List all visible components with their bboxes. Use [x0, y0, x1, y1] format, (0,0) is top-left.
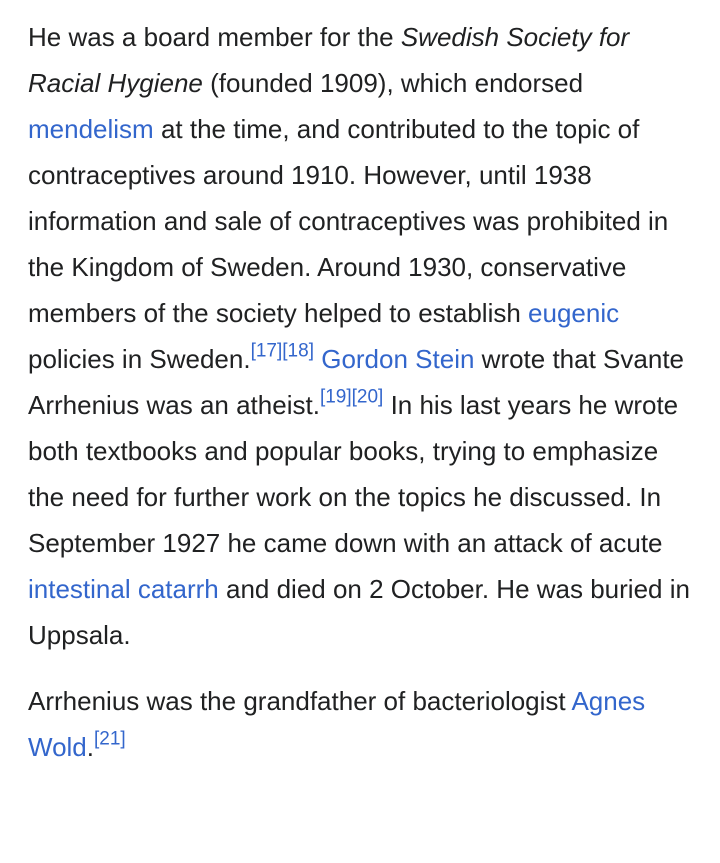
citation-link-20[interactable]: [20]: [351, 386, 384, 408]
text-segment: (founded 1909), which endorsed: [202, 68, 584, 98]
text-segment: wrote that Svante Arrhenius was an atheist.: [28, 344, 684, 420]
citation-link-18[interactable]: [18]: [282, 340, 314, 362]
text-segment: and died on 2 October. He was buried in Uppsala.: [28, 574, 690, 650]
text-segment: In his last years he wrote both textbooks and popular books, trying to emphasize the need for further work on the topics he discussed. In September 1927 he came down with an attack of acute: [28, 390, 679, 558]
text-segment: .: [86, 732, 95, 762]
citation-link-17[interactable]: [17]: [250, 340, 283, 362]
link-intestinal-catarrh[interactable]: intestinal catarrh: [28, 574, 219, 604]
text-segment: policies in Sweden.: [28, 344, 251, 374]
paragraph-family: [28, 678, 698, 770]
link-agnes-wold[interactable]: Agnes Wold: [28, 686, 646, 762]
citation-19: [320, 387, 352, 408]
citation-20: [352, 387, 384, 408]
text-segment: at the time, and contributed to the topic of contraceptives around 1910. However, until 1938 information and sale of contraceptives was prohibited in the Kingdom of Sweden. Around 1930, conservative members of the society helped to establish: [28, 114, 669, 328]
link-gordon-stein[interactable]: Gordon Stein: [321, 344, 475, 374]
society-name: Swedish Society for Racial Hygiene: [28, 22, 630, 98]
text-segment: Arrhenius was the grandfather of bacteriologist: [28, 686, 572, 716]
paragraph-biography: [28, 14, 698, 658]
citation-link-21[interactable]: [21]: [94, 728, 126, 750]
citation-17: [251, 341, 283, 362]
link-mendelism[interactable]: mendelism: [28, 114, 154, 144]
citation-link-19[interactable]: [19]: [319, 386, 352, 408]
link-eugenic[interactable]: eugenic: [528, 298, 620, 328]
citation-18: [282, 341, 314, 362]
text-segment: He was a board member for the: [28, 22, 401, 52]
citation-21: [94, 729, 126, 750]
